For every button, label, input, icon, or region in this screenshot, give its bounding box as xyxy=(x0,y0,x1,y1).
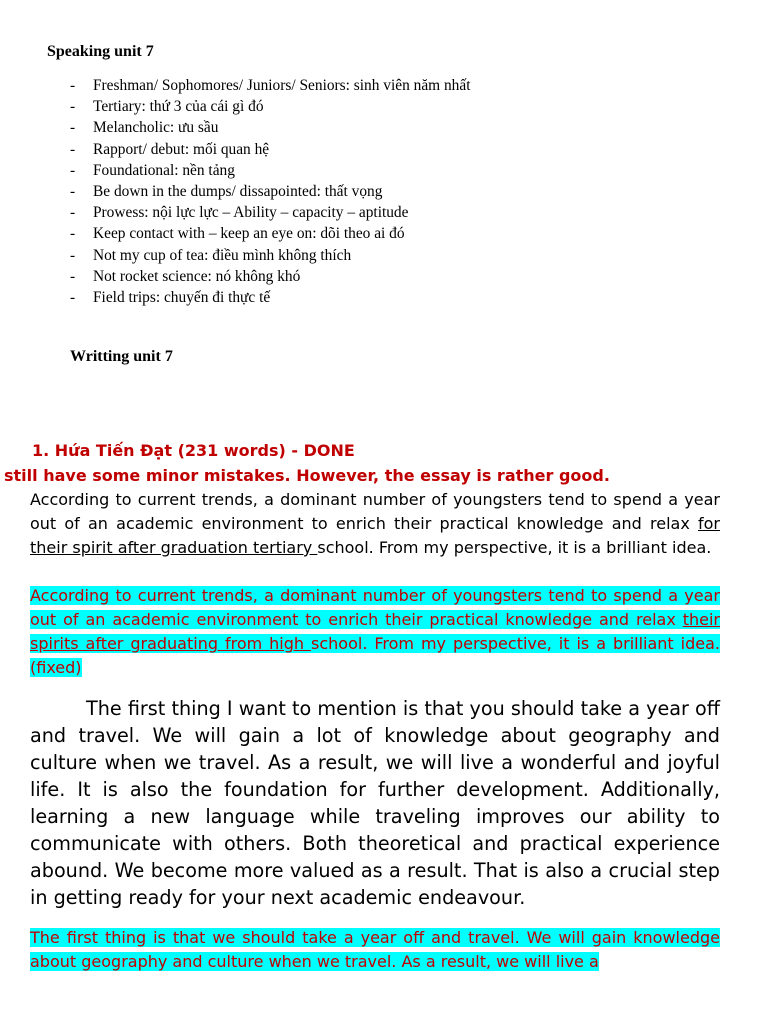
list-item: - Foundational: nền tảng xyxy=(70,161,235,179)
list-item: - Field trips: chuyến đi thực tế xyxy=(70,288,271,306)
underlined-correction: their spirits after graduating from high xyxy=(30,610,720,653)
underlined-error: for their spirit after graduation tertiary xyxy=(30,514,720,557)
list-item: - Be down in the dumps/ dissapointed: thất vọng xyxy=(70,182,383,200)
original-paragraph: According to current trends, a dominant number of youngsters tend to spend a year out of an academic environment to enrich their practical knowledge and relax for their spirit after graduation tertiary school. From my perspective, it is a brilliant idea. xyxy=(30,490,720,557)
vocabulary-list xyxy=(70,75,630,308)
list-item: - Rapport/ debut: mối quan hệ xyxy=(70,140,270,158)
writing-heading: Writting unit 7 xyxy=(70,348,173,365)
corrected-paragraph: According to current trends, a dominant number of youngsters tend to spend a year out of an academic environment to enrich their practical knowledge and relax their spirits after graduating from high school. From my perspective, it is a brilliant idea. (fixed) xyxy=(30,586,721,677)
list-item: - Freshman/ Sophomores/ Juniors/ Seniors: sinh viên năm nhất xyxy=(70,77,471,94)
list-item: - Keep contact with – keep an eye on: dõi theo ai đó xyxy=(70,225,405,243)
list-item: - Prowess: nội lực lực – Ability – capacity – aptitude xyxy=(70,204,409,222)
list-item: - Tertiary: thứ 3 của cái gì đó xyxy=(70,98,264,116)
list-item: - Melancholic: ưu sầu xyxy=(70,119,219,137)
speaking-heading: Speaking unit 7 xyxy=(47,43,154,60)
body-paragraph: The first thing I want to mention is that you should take a year off and travel. We will gain a lot of knowledge about geography and culture when we travel. As a result, we will live a wonderful and joyful life. It is also the foundation for further development. Additionally, learning a new language while traveling improves our ability to communicate with others. Both theoretical and practical experience abound. We become more valued as a result. That is also a crucial step in getting ready for your next academic endeavour. xyxy=(30,697,720,909)
essay-title: 1. Hứa Tiến Đạt (231 words) - DONE xyxy=(32,441,355,460)
teacher-comment: still have some minor mistakes. However, the essay is rather good. xyxy=(4,466,610,485)
corrected-body-paragraph: The first thing is that we should take a year off and travel. We will gain knowledge about geography and culture when we travel. As a result, we will live a xyxy=(30,928,720,971)
list-item: - Not my cup of tea: điều mình không thích xyxy=(70,246,352,264)
list-item: - Not rocket science: nó không khó xyxy=(70,267,301,285)
